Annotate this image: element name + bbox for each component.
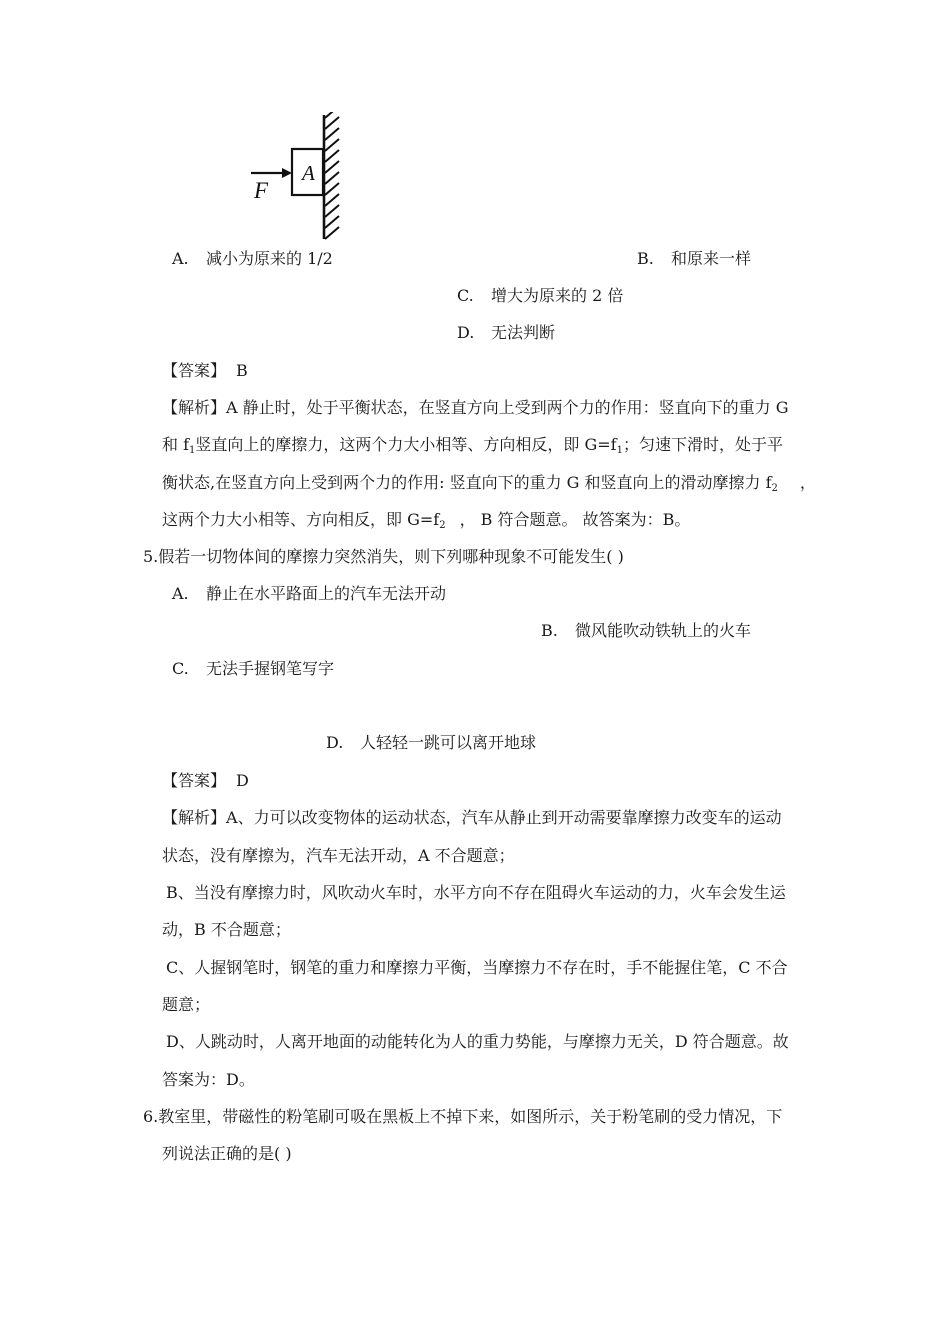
- q5-analysis-line-8: 答案为：D。: [162, 1070, 255, 1089]
- q4-analysis-line-2: 和 $f_1$竖直向上的摩擦力，这两个力大小相等、方向相反，即 $G=f_1$；匀速下滑时，处于平: [162, 435, 783, 456]
- q4-option-a: [172, 249, 333, 269]
- q5-answer: [162, 771, 249, 791]
- q5-analysis-line-5: C、人握钢笔时，钢笔的重力和摩擦力平衡，当摩擦力不存在时，手不能握住笔，C 不合: [166, 958, 788, 977]
- wall-hatching: [325, 112, 339, 239]
- analysis-text: A、力可以改变物体的运动状态，汽车从静止到开动需要靠摩擦力改变车的运动: [226, 808, 782, 827]
- option-text: 静止在水平路面上的汽车无法开动: [206, 584, 447, 603]
- option-text: 微风能吹动铁轨上的火车: [575, 621, 752, 640]
- option-text: 减小为原来的 1/2: [206, 249, 333, 268]
- answer-tag: 【答案】: [162, 361, 227, 380]
- option-text: 无法手握钢笔写字: [206, 659, 335, 678]
- option-label: A.: [172, 584, 189, 603]
- q5-option-b: [541, 621, 751, 641]
- q4-option-b: [637, 249, 751, 269]
- q5-analysis-line-3: B、当没有摩擦力时，风吹动火车时，水平方向不存在阻碍火车运动的力，火车会发生运: [166, 883, 786, 902]
- q4-analysis-line-1: [162, 398, 789, 418]
- option-label: C.: [172, 659, 189, 678]
- answer-value: B: [236, 361, 248, 380]
- analysis-text: A 静止时，处于平衡状态，在竖直方向上受到两个力的作用：竖直向下的重力 G: [226, 398, 789, 417]
- analysis-tag: 【解析】: [162, 808, 227, 827]
- option-text: 人轻轻一跳可以离开地球: [360, 733, 537, 752]
- force-diagram: [248, 112, 358, 244]
- q5-analysis-line-1: [162, 808, 782, 828]
- q6-stem-line-1: 6.教室里，带磁性的粉笔刷可吸在黑板上不掉下来，如图所示，关于粉笔刷的受力情况，下: [143, 1107, 783, 1126]
- force-arrowhead: [282, 168, 292, 178]
- option-label: D.: [326, 733, 344, 752]
- q5-stem: 5.假若一切物体间的摩擦力突然消失，则下列哪种现象不可能发生( ): [143, 547, 624, 566]
- q5-analysis-line-4: 动，B 不合题意；: [162, 920, 291, 939]
- q4-option-c: [457, 286, 623, 306]
- q5-analysis-line-6: 题意；: [162, 995, 211, 1014]
- q4-answer: [162, 361, 248, 381]
- q4-analysis-line-4: 这两个力大小相等、方向相反，即 $G=f_2$ ， B 符合题意。 故答案为：B。: [162, 510, 691, 531]
- option-label: A.: [172, 249, 189, 268]
- q5-analysis-line-2: 状态，没有摩擦为，汽车无法开动，A 不合题意；: [162, 846, 515, 865]
- block-label: A: [302, 161, 315, 185]
- option-text: 增大为原来的 2 倍: [491, 286, 624, 305]
- option-text: 和原来一样: [671, 249, 752, 268]
- answer-value: D: [236, 771, 249, 790]
- q5-option-a: [172, 584, 446, 604]
- q4-option-d: [457, 323, 555, 343]
- q5-option-d: [326, 733, 536, 753]
- q5-analysis-line-7: D、人跳动时，人离开地面的动能转化为人的重力势能，与摩擦力无关，D 符合题意。故: [166, 1032, 789, 1051]
- option-label: B.: [541, 621, 558, 640]
- q5-option-c: [172, 659, 334, 679]
- q4-analysis-line-3: 衡状态,在竖直方向上受到两个力的作用: 竖直向下的重力 G 和竖直向上的滑动摩擦力 $f_2$ ，: [162, 473, 816, 494]
- option-label: C.: [457, 286, 474, 305]
- option-text: 无法判断: [491, 323, 556, 342]
- option-label: D.: [457, 323, 475, 342]
- analysis-tag: 【解析】: [162, 398, 227, 417]
- q6-stem-line-2: 列说法正确的是( ): [162, 1144, 292, 1163]
- option-label: B.: [637, 249, 654, 268]
- answer-tag: 【答案】: [162, 771, 227, 790]
- force-label: F: [254, 178, 269, 203]
